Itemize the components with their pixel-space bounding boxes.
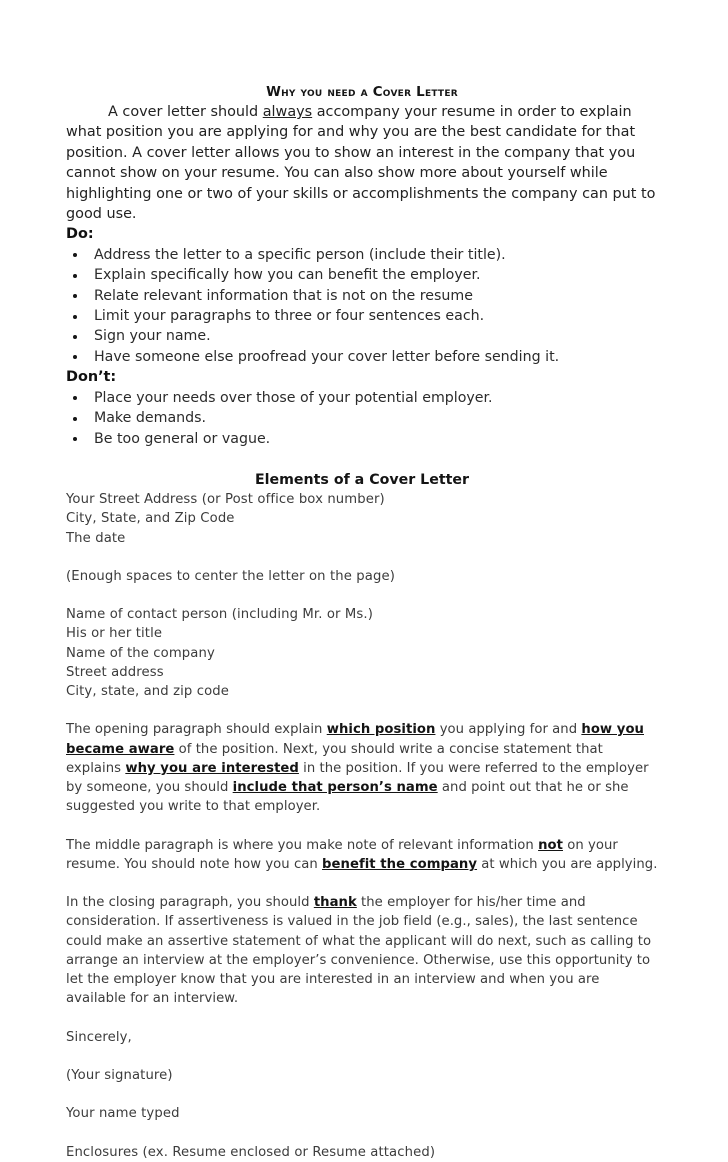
spacer bbox=[66, 1047, 658, 1066]
opening-text-2: you applying for and bbox=[435, 722, 582, 738]
signoff-line: Sincerely, bbox=[66, 1029, 132, 1045]
list-item bbox=[66, 326, 658, 346]
intro-emphasis-always: always bbox=[262, 104, 313, 120]
letter-line-company-name: Name of the company bbox=[66, 645, 215, 661]
opening-bold-4: include that person’s name bbox=[232, 780, 438, 796]
intro-text-after: accompany your resume in order to explain what position you are applying for and why you are the best candidate for that position. A cover letter allows you to show an interest in the company that you cannot show on your resume. You can also show more about yourself while highlighting one or two of your skills or accomplishments the company can put to good use. bbox=[66, 104, 656, 223]
letter-line-company-city: City, state, and zip code bbox=[66, 684, 229, 700]
bullet-dot-icon bbox=[73, 396, 77, 400]
letter-line-contact-name: Name of contact person (including Mr. or Ms.) bbox=[66, 607, 373, 623]
bullet-dot-icon bbox=[73, 315, 77, 319]
spacer bbox=[66, 1124, 658, 1143]
list-item bbox=[66, 245, 658, 265]
spacer bbox=[66, 548, 658, 567]
spacer bbox=[66, 449, 658, 468]
dont-list bbox=[66, 388, 658, 449]
middle-bold-2: benefit the company bbox=[322, 856, 478, 872]
middle-bold-1: not bbox=[538, 837, 563, 853]
opening-paragraph bbox=[66, 720, 658, 816]
closing-text-2: the employer for his/her time and consideration. If assertiveness is valued in the job field (e.g., sales), the last sentence could make an assertive statement of what the applicant will do next, such as calling to arrange an interview at the employer’s convenience. Otherwise, use this opportunity to let the employer know that you are interested in an interview and when you are available for an interview. bbox=[66, 895, 652, 1007]
list-item-label: Place your needs over those of your potential employer. bbox=[94, 389, 493, 406]
spacer bbox=[66, 586, 658, 605]
middle-text-1: The middle paragraph is where you make note of relevant information bbox=[66, 837, 539, 853]
letter-line-spacing-note: (Enough spaces to center the letter on the page) bbox=[66, 568, 395, 584]
opening-bold-2: how you became aware bbox=[66, 722, 644, 757]
middle-text-2: on your resume. You should note how you can bbox=[66, 837, 618, 872]
bullet-dot-icon bbox=[73, 253, 77, 257]
list-item bbox=[66, 265, 658, 285]
bullet-dot-icon bbox=[73, 335, 77, 339]
elements-heading: Elements of a Cover Letter bbox=[254, 472, 470, 489]
list-item bbox=[66, 286, 658, 306]
do-list bbox=[66, 245, 658, 367]
list-item-label: Limit your paragraphs to three or four sentences each. bbox=[94, 308, 485, 325]
bullet-dot-icon bbox=[73, 274, 77, 278]
opening-bold-1: which position bbox=[326, 722, 436, 738]
letter-line-city-state-zip: City, State, and Zip Code bbox=[66, 511, 235, 527]
intro-text-before: A cover letter should bbox=[108, 104, 263, 120]
dont-heading: Don’t: bbox=[66, 369, 117, 386]
signature-line: (Your signature) bbox=[66, 1068, 173, 1084]
opening-text-5: and point out that he or she suggested you write to that employer. bbox=[66, 780, 629, 815]
list-item bbox=[66, 388, 658, 408]
letter-line-date: The date bbox=[66, 530, 126, 546]
spacer bbox=[66, 1009, 658, 1028]
list-item-label: Explain specifically how you can benefit the employer. bbox=[94, 267, 481, 284]
intro-paragraph bbox=[66, 102, 658, 224]
list-item-label: Be too general or vague. bbox=[94, 430, 271, 447]
typed-name-line: Your name typed bbox=[66, 1106, 180, 1122]
page-title: Why you need a Cover Letter bbox=[266, 85, 458, 100]
intro-indent bbox=[66, 104, 108, 120]
spacer bbox=[66, 817, 658, 836]
opening-text-4: in the position. If you were referred to the employer by someone, you should bbox=[66, 760, 649, 796]
bullet-dot-icon bbox=[73, 355, 77, 359]
spacer bbox=[66, 874, 658, 893]
bullet-dot-icon bbox=[73, 437, 77, 441]
opening-text-1: The opening paragraph should explain bbox=[66, 722, 327, 738]
spacer bbox=[66, 1085, 658, 1104]
middle-text-3: at which you are applying. bbox=[477, 856, 658, 872]
list-item-label: Sign your name. bbox=[94, 328, 211, 345]
list-item-label: Make demands. bbox=[94, 410, 207, 427]
middle-paragraph bbox=[66, 836, 658, 874]
do-heading: Do: bbox=[66, 226, 94, 243]
opening-bold-3: why you are interested bbox=[125, 760, 299, 776]
list-item-label: Relate relevant information that is not on the resume bbox=[94, 287, 473, 304]
list-item-label: Have someone else proofread your cover letter before sending it. bbox=[94, 348, 560, 365]
list-item bbox=[66, 347, 658, 367]
bullet-dot-icon bbox=[73, 417, 77, 421]
list-item bbox=[66, 408, 658, 428]
list-item bbox=[66, 306, 658, 326]
closing-paragraph bbox=[66, 893, 658, 1008]
enclosures-line: Enclosures (ex. Resume enclosed or Resume attached) bbox=[66, 1144, 436, 1160]
closing-text-1: In the closing paragraph, you should bbox=[66, 895, 314, 911]
letter-line-street-address: Your Street Address (or Post office box number) bbox=[66, 492, 385, 508]
opening-text-3: of the position. Next, you should write a concise statement that explains bbox=[66, 741, 603, 776]
letter-line-contact-title: His or her title bbox=[66, 626, 163, 642]
letter-line-company-street: Street address bbox=[66, 664, 164, 680]
list-item-label: Address the letter to a specific person (include their title). bbox=[94, 246, 506, 263]
closing-bold-1: thank bbox=[313, 895, 357, 911]
spacer bbox=[66, 701, 658, 720]
bullet-dot-icon bbox=[73, 294, 77, 298]
list-item bbox=[66, 429, 658, 449]
